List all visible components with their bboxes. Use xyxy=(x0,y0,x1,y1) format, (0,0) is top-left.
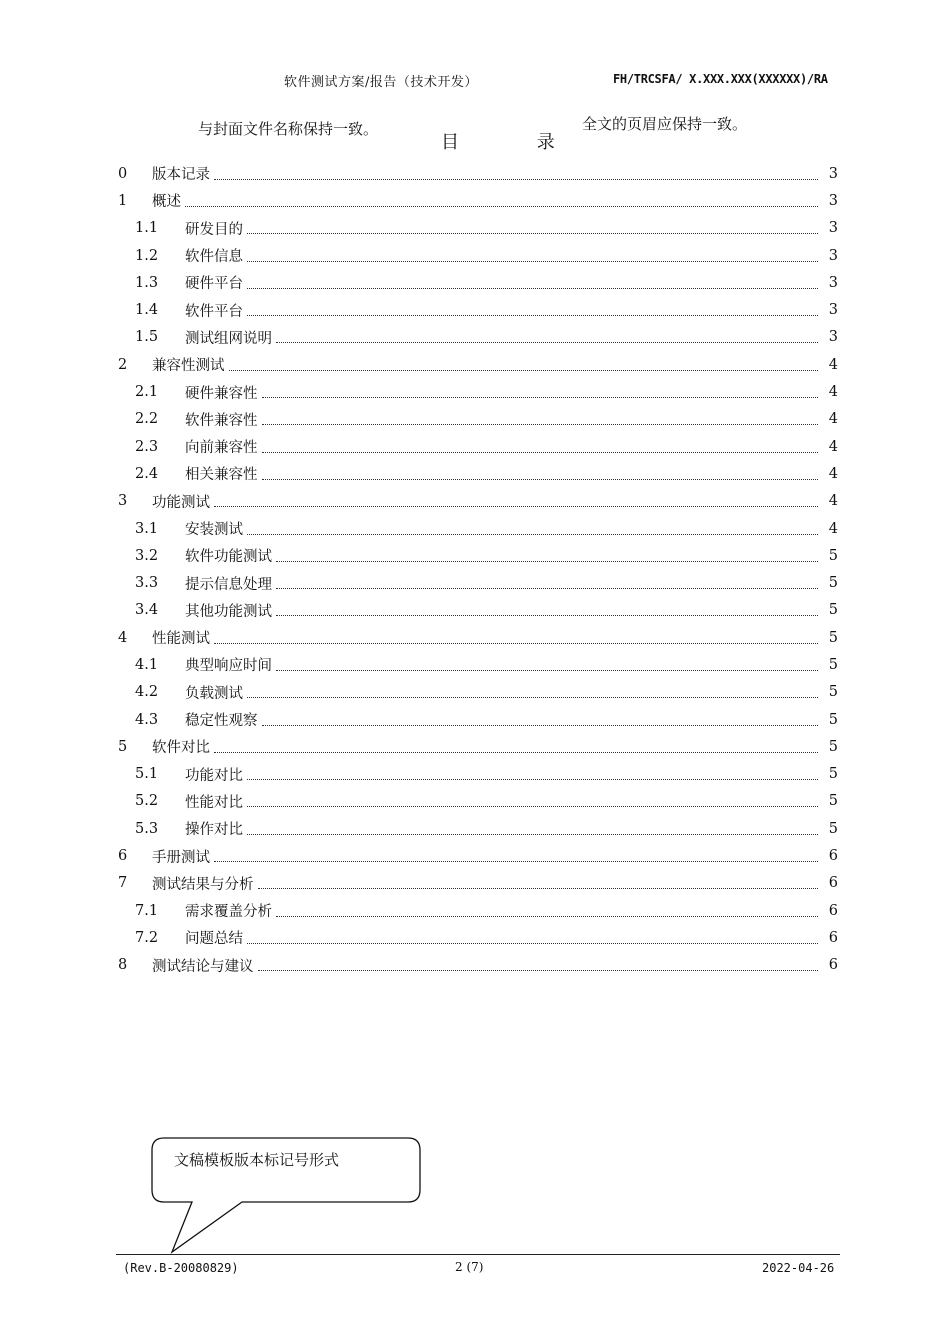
toc-entry-number: 7 xyxy=(118,875,128,892)
toc-entry-number: 6 xyxy=(118,848,128,865)
toc-entry-page: 6 xyxy=(828,929,838,946)
header-document-code: FH/TRCSFA/ X.XXX.XXX(XXXXXX)/RA xyxy=(613,72,828,86)
toc-entry[interactable] xyxy=(118,406,838,433)
toc-entry-page: 5 xyxy=(828,629,838,646)
toc-dot-leader xyxy=(247,778,818,780)
toc-entry[interactable] xyxy=(118,569,838,596)
toc-dot-leader xyxy=(262,396,819,398)
toc-entry-title: 硬件平台 xyxy=(185,276,243,293)
footer-page-number: 2 (7) xyxy=(455,1260,484,1274)
toc-dot-leader xyxy=(262,423,819,425)
toc-entry-title: 硬件兼容性 xyxy=(185,385,258,402)
toc-entry-title: 软件信息 xyxy=(185,249,243,266)
toc-entry-number: 1.4 xyxy=(135,302,159,319)
toc-dot-leader xyxy=(262,724,819,726)
toc-entry-title: 提示信息处理 xyxy=(185,576,272,593)
toc-entry-page: 3 xyxy=(828,192,838,209)
toc-entry-page: 5 xyxy=(828,602,838,619)
toc-entry-title: 负载测试 xyxy=(185,685,243,702)
toc-entry-page: 4 xyxy=(828,465,838,482)
toc-dot-leader xyxy=(276,341,818,343)
toc-entry-number: 3.4 xyxy=(135,602,159,619)
toc-entry-title: 稳定性观察 xyxy=(185,713,258,730)
toc-entry-title: 其他功能测试 xyxy=(185,603,272,620)
toc-entry[interactable] xyxy=(118,651,838,678)
toc-dot-leader xyxy=(247,314,818,316)
table-of-contents xyxy=(118,160,838,979)
toc-entry-page: 6 xyxy=(828,902,838,919)
toc-entry[interactable] xyxy=(118,679,838,706)
toc-entry-number: 3.2 xyxy=(135,547,159,564)
toc-entry-page: 3 xyxy=(828,247,838,264)
toc-entry-number: 5.3 xyxy=(135,820,159,837)
toc-dot-leader xyxy=(258,969,819,971)
toc-entry[interactable] xyxy=(118,706,838,733)
toc-entry-page: 3 xyxy=(828,302,838,319)
toc-entry-title: 软件兼容性 xyxy=(185,412,258,429)
toc-entry[interactable] xyxy=(118,897,838,924)
toc-entry-number: 4.3 xyxy=(135,711,159,728)
toc-entry-number: 1.3 xyxy=(135,274,159,291)
note-cover-name: 与封面文件名称保持一致。 xyxy=(198,120,379,138)
toc-entry[interactable] xyxy=(118,924,838,951)
toc-dot-leader xyxy=(262,451,819,453)
toc-entry-title: 概述 xyxy=(152,194,181,211)
toc-entry[interactable] xyxy=(118,597,838,624)
toc-entry-title: 需求覆盖分析 xyxy=(185,904,272,921)
toc-entry-number: 1.1 xyxy=(135,220,159,237)
toc-entry[interactable] xyxy=(118,433,838,460)
toc-entry-page: 4 xyxy=(828,411,838,428)
toc-dot-leader xyxy=(276,587,818,589)
toc-dot-leader xyxy=(258,887,819,889)
toc-entry-title: 功能对比 xyxy=(185,767,243,784)
toc-entry-page: 5 xyxy=(828,547,838,564)
toc-entry-page: 5 xyxy=(828,766,838,783)
toc-entry-number: 4.2 xyxy=(135,684,159,701)
toc-entry-number: 3.1 xyxy=(135,520,159,537)
toc-dot-leader xyxy=(185,205,818,207)
toc-entry-title: 问题总结 xyxy=(185,931,243,948)
toc-dot-leader xyxy=(276,614,818,616)
toc-entry-page: 5 xyxy=(828,738,838,755)
toc-entry-number: 3.3 xyxy=(135,575,159,592)
toc-dot-leader xyxy=(276,669,818,671)
toc-dot-leader xyxy=(214,505,818,507)
toc-dot-leader xyxy=(247,805,818,807)
toc-entry-title: 安装测试 xyxy=(185,522,243,538)
toc-title: 目 录 xyxy=(441,132,591,153)
callout-text: 文稿模板版本标记号形式 xyxy=(174,1151,340,1169)
toc-dot-leader xyxy=(214,178,818,180)
note-header-consistency: 全文的页眉应保持一致。 xyxy=(582,115,748,133)
toc-entry[interactable] xyxy=(118,761,838,788)
toc-entry-title: 测试组网说明 xyxy=(185,330,272,347)
toc-entry-number: 1.2 xyxy=(135,247,159,264)
toc-dot-leader xyxy=(247,232,818,234)
toc-dot-leader xyxy=(247,696,818,698)
footer-revision: (Rev.B-20080829) xyxy=(123,1261,239,1275)
toc-entry-page: 5 xyxy=(828,575,838,592)
toc-entry-page: 5 xyxy=(828,793,838,810)
toc-entry-title: 研发目的 xyxy=(185,221,243,238)
footer-divider xyxy=(116,1254,840,1255)
toc-entry[interactable] xyxy=(118,542,838,569)
footer-date: 2022-04-26 xyxy=(762,1261,835,1275)
toc-dot-leader xyxy=(247,833,818,835)
toc-entry-number: 1 xyxy=(118,192,128,209)
toc-entry[interactable] xyxy=(118,952,838,979)
toc-entry-number: 4.1 xyxy=(135,656,159,673)
toc-entry[interactable] xyxy=(118,460,838,487)
toc-entry[interactable] xyxy=(118,296,838,323)
toc-entry-title: 软件平台 xyxy=(185,303,243,320)
toc-dot-leader xyxy=(262,478,819,480)
toc-entry-page: 3 xyxy=(828,329,838,346)
toc-entry-page: 3 xyxy=(828,274,838,291)
toc-entry[interactable] xyxy=(118,242,838,269)
toc-entry-title: 测试结论与建议 xyxy=(152,958,254,975)
toc-entry-page: 5 xyxy=(828,684,838,701)
toc-dot-leader xyxy=(214,642,818,644)
toc-entry-number: 3 xyxy=(118,493,128,510)
toc-entry-title: 相关兼容性 xyxy=(185,467,258,484)
toc-entry-title: 兼容性测试 xyxy=(152,358,225,375)
toc-entry[interactable] xyxy=(118,488,838,515)
toc-entry[interactable] xyxy=(118,324,838,351)
toc-entry-title: 向前兼容性 xyxy=(185,440,258,457)
toc-entry[interactable] xyxy=(118,842,838,869)
toc-dot-leader xyxy=(276,915,818,917)
toc-entry-number: 2.2 xyxy=(135,411,159,428)
toc-entry[interactable] xyxy=(118,351,838,378)
toc-dot-leader xyxy=(229,369,819,371)
toc-entry-number: 5.2 xyxy=(135,793,159,810)
toc-entry[interactable] xyxy=(118,733,838,760)
toc-entry-page: 4 xyxy=(828,520,838,537)
toc-entry[interactable] xyxy=(118,378,838,405)
toc-entry[interactable] xyxy=(118,815,838,842)
toc-entry-page: 6 xyxy=(828,848,838,865)
toc-entry-page: 4 xyxy=(828,493,838,510)
toc-entry[interactable] xyxy=(118,269,838,296)
toc-entry-page: 3 xyxy=(828,165,838,182)
toc-entry[interactable] xyxy=(118,515,838,542)
toc-entry-title: 操作对比 xyxy=(185,822,243,839)
toc-entry-title: 典型响应时间 xyxy=(185,658,272,675)
toc-entry-number: 4 xyxy=(118,629,128,646)
header-left-title: 软件测试方案/报告（技术开发） xyxy=(284,75,478,90)
toc-entry[interactable] xyxy=(118,160,838,187)
toc-entry-page: 4 xyxy=(828,438,838,455)
toc-dot-leader xyxy=(247,942,818,944)
toc-dot-leader xyxy=(247,287,818,289)
toc-entry-title: 性能测试 xyxy=(152,631,210,648)
toc-entry-number: 0 xyxy=(118,165,128,182)
toc-entry-number: 2.4 xyxy=(135,465,159,482)
toc-entry[interactable] xyxy=(118,215,838,242)
toc-entry-page: 3 xyxy=(828,220,838,237)
toc-entry-number: 7.1 xyxy=(135,902,159,919)
toc-entry-title: 软件功能测试 xyxy=(185,549,272,566)
toc-dot-leader xyxy=(214,860,818,862)
toc-entry-number: 1.5 xyxy=(135,329,159,346)
toc-dot-leader xyxy=(247,260,818,262)
toc-entry-page: 5 xyxy=(828,820,838,837)
toc-entry-page: 6 xyxy=(828,875,838,892)
toc-entry-title: 软件对比 xyxy=(152,740,210,757)
toc-entry[interactable] xyxy=(118,187,838,214)
toc-entry-number: 2 xyxy=(118,356,128,373)
toc-entry[interactable] xyxy=(118,870,838,897)
toc-entry-title: 测试结果与分析 xyxy=(152,876,254,893)
toc-entry-title: 手册测试 xyxy=(152,849,210,866)
toc-entry-page: 4 xyxy=(828,384,838,401)
toc-entry-title: 性能对比 xyxy=(185,794,243,811)
toc-entry-page: 6 xyxy=(828,957,838,974)
toc-dot-leader xyxy=(276,560,818,562)
toc-entry-number: 5.1 xyxy=(135,766,159,783)
toc-entry-number: 8 xyxy=(118,957,128,974)
toc-entry-number: 7.2 xyxy=(135,929,159,946)
toc-entry[interactable] xyxy=(118,788,838,815)
toc-entry-page: 5 xyxy=(828,711,838,728)
toc-dot-leader xyxy=(214,751,818,753)
toc-entry-title: 功能测试 xyxy=(152,494,210,511)
toc-entry-page: 5 xyxy=(828,656,838,673)
toc-entry-number: 2.1 xyxy=(135,384,159,401)
toc-entry-page: 4 xyxy=(828,356,838,373)
toc-dot-leader xyxy=(247,533,818,535)
toc-entry[interactable] xyxy=(118,624,838,651)
toc-entry-number: 2.3 xyxy=(135,438,159,455)
toc-entry-number: 5 xyxy=(118,738,128,755)
toc-entry-title: 版本记录 xyxy=(152,167,210,184)
